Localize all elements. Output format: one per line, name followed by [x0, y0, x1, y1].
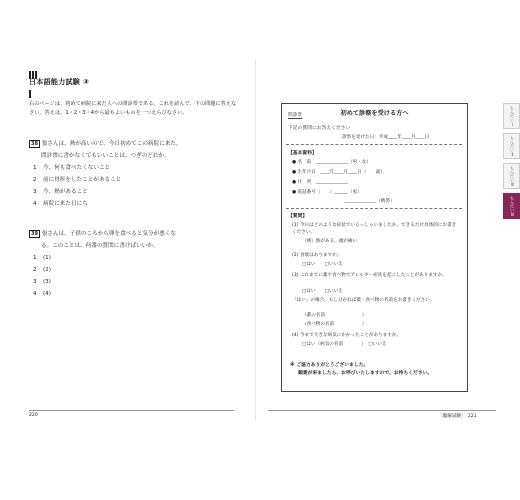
form-q1: (1) 今日はどのような症状でいらっしゃいましたか。できるだけ具体的にお書きください。 — [292, 223, 457, 235]
option[interactable]: 2 前に骨折をしたことがあること — [33, 177, 122, 183]
tab-mondai-1[interactable]: もんだいⅠ — [503, 103, 520, 129]
spine-divider — [255, 60, 256, 420]
form-q3-options[interactable]: □はい □いいえ — [302, 289, 343, 294]
address-field[interactable]: ● 住 所 ______________ — [292, 180, 349, 185]
option[interactable]: 4 (4) — [33, 291, 51, 297]
thanks-line: ※ ご協力ありがとうございました。 — [290, 363, 369, 368]
question-text: 張さんは、子供のころから卵を食べると気分が悪くな — [41, 231, 177, 237]
form-q2-options[interactable]: □はい □いいえ — [302, 262, 343, 267]
birthdate-field[interactable]: ● 生年月日 ____年____月____日（ 歳） — [292, 170, 385, 175]
page-number: 220 — [29, 413, 38, 418]
option[interactable]: 1 (1) — [33, 255, 51, 261]
option[interactable]: 3 今、熱があること — [33, 189, 88, 195]
form-tag: 問診票 — [288, 113, 302, 118]
tab-mondai-2[interactable]: もんだいⅡ — [503, 133, 520, 159]
form-title: 初めて診察を受ける方へ — [340, 110, 409, 117]
form-q2: (2) 食欲はありますか。 — [292, 253, 342, 258]
question-text: 張さんは、熱が高いので、今日初めてこの病院に来た。 — [41, 141, 182, 147]
mobile-field[interactable]: ______________（携帯） — [344, 199, 395, 204]
form-subtitle: 下記の質問にお答えください — [288, 126, 351, 131]
form-q4-options[interactable]: □はい（病気の名前 ） □いいえ — [302, 342, 387, 347]
medical-questionnaire — [281, 103, 468, 392]
thanks-note — [290, 362, 460, 378]
question-text: 問診票に書かなくてもいいことは、つぎのどれか。 — [41, 153, 170, 159]
question-number: 38 — [31, 141, 38, 147]
form-q4: (4) 今まで大きな病気にかかったことがありますか。 — [292, 333, 402, 338]
food-name-field[interactable]: （食べ物の名前 ） — [302, 322, 367, 327]
section-title: 日本語能力試験 ③ — [29, 78, 90, 86]
footer-rule — [29, 410, 234, 411]
phone-field[interactable]: ● 電話番号（ ）______（家） — [292, 190, 362, 195]
form-q3-note: 「はい」の場合、もし分かれば薬・食べ物の名前をお書きください。 — [292, 298, 435, 303]
question-number: 39 — [31, 231, 38, 237]
form-q3: (3) これまでに薬や食べ物でアレルギー症状を起こしたことがありますか。 — [292, 273, 447, 278]
name-field[interactable]: ● 名 前 ______________（男・女） — [292, 160, 371, 165]
divider — [286, 208, 462, 209]
question-38 — [29, 138, 239, 210]
question-header: 【質問】 — [288, 214, 308, 219]
thanks-line: 順番が来ましたら、お呼びいたしますので、お待ちください。 — [298, 371, 433, 376]
question-39 — [29, 228, 239, 300]
option[interactable]: 4 病院に来た日にち — [33, 201, 88, 207]
drug-name-field[interactable]: （薬の名前 ） — [302, 313, 367, 318]
option[interactable]: 3 (3) — [33, 279, 51, 285]
page-footer: ［聴解試験］ 221 — [438, 414, 477, 419]
form-q1-example: （例）熱がある、頭が痛い — [302, 239, 358, 244]
tab-mondai-4[interactable]: もんだいⅣ — [503, 193, 520, 219]
question-text: る。このことは、何番の質問に書けばいいか。 — [41, 243, 159, 249]
section-tabs — [503, 103, 518, 215]
instructions: 右のページは、初めて病院に来た人への問診票である。これを読んで、下の問題に答えなさい。答えは、1・2・3・4から最もよいものを一つえらびなさい。 — [29, 101, 237, 116]
basic-info-header: 【基本資料】 — [288, 151, 317, 156]
tab-mondai-3[interactable]: もんだいⅢ — [503, 163, 520, 189]
visit-date-field[interactable]: 診察を受けた日：平成____年____月____日 — [342, 135, 430, 140]
section-marker-icon — [29, 64, 39, 72]
option[interactable]: 2 (2) — [33, 267, 51, 273]
footer-rule — [268, 410, 496, 411]
divider — [286, 144, 462, 145]
option[interactable]: 1 今、何も食べたくないこと — [33, 165, 111, 171]
